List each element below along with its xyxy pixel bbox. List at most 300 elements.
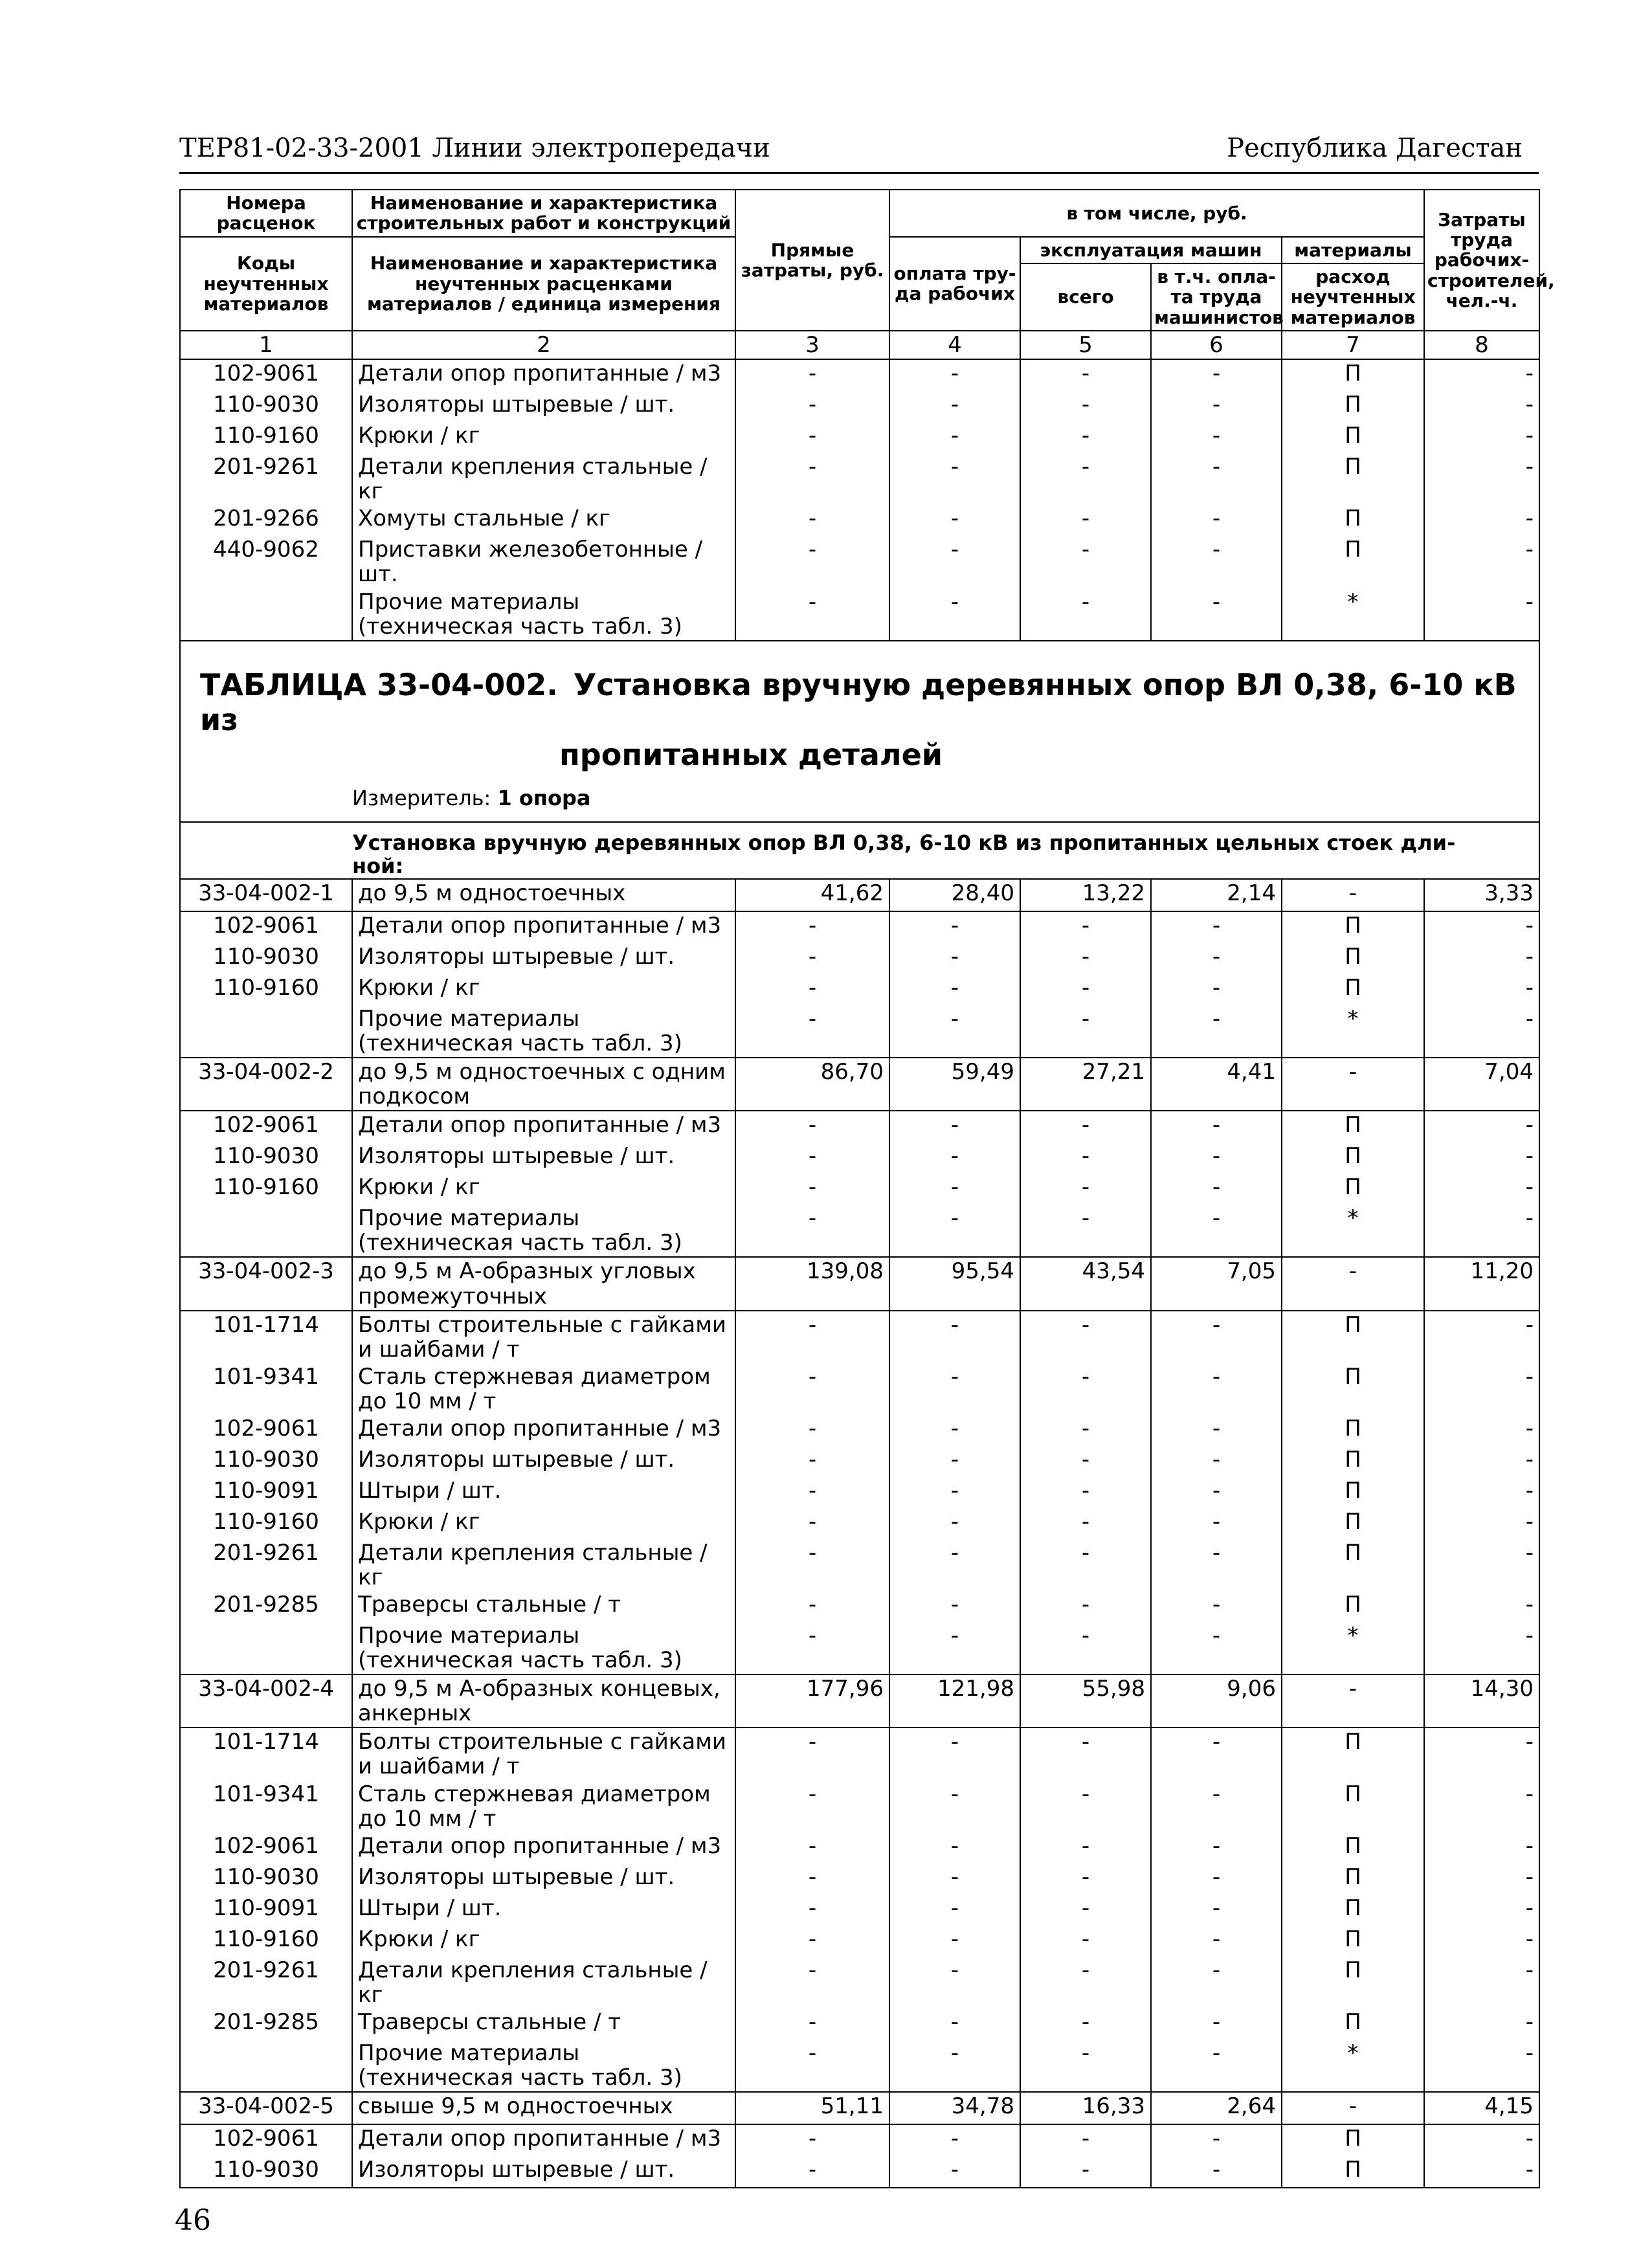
description-cell: Изоляторы штыревые / шт.	[352, 1446, 735, 1477]
operator-cost-cell: -	[1151, 1926, 1282, 1957]
machine-cost-cell: 55,98	[1020, 1674, 1151, 1728]
machine-cost-cell: -	[1020, 1446, 1151, 1477]
material-cell: П	[1282, 911, 1424, 943]
operator-cost-cell: -	[1151, 505, 1282, 536]
labor-hours-cell: -	[1424, 422, 1539, 453]
machine-cost-cell: -	[1020, 1895, 1151, 1926]
machine-cost-cell: 43,54	[1020, 1257, 1151, 1310]
labor-hours-cell: -	[1424, 1205, 1539, 1257]
rate-code-cell: 110-9160	[180, 1173, 352, 1205]
labor-hours-cell: -	[1424, 1863, 1539, 1895]
measure-value: 1 опора	[497, 785, 591, 810]
col-number: 3	[735, 331, 889, 359]
rate-code-cell: 101-9341	[180, 1781, 352, 1832]
description-cell: до 9,5 м одностоечных	[352, 879, 735, 911]
direct-cost-cell: -	[735, 1363, 889, 1415]
rate-row	[180, 2092, 1539, 2124]
labor-hours-cell: -	[1424, 2156, 1539, 2188]
labor-hours-cell: -	[1424, 1728, 1539, 1780]
operator-cost-cell: -	[1151, 536, 1282, 588]
material-cell: П	[1282, 1415, 1424, 1446]
machine-cost-cell: -	[1020, 1863, 1151, 1895]
machine-cost-cell: -	[1020, 1622, 1151, 1674]
col2-bottom-header: Наименование и характеристика неучтенных расценками материалов / единица измерения	[352, 237, 735, 331]
machine-cost-cell: -	[1020, 1311, 1151, 1363]
rate-code-cell: 201-9285	[180, 2008, 352, 2040]
labor-cost-cell: -	[889, 1311, 1020, 1363]
operator-cost-cell: -	[1151, 943, 1282, 974]
description-cell: Крюки / кг	[352, 974, 735, 1005]
description-cell: Крюки / кг	[352, 1926, 735, 1957]
operator-cost-cell: 7,05	[1151, 1257, 1282, 1310]
direct-cost-cell: 177,96	[735, 1674, 889, 1728]
rate-code-cell: 101-1714	[180, 1728, 352, 1780]
material-row	[180, 422, 1539, 453]
material-cell: П	[1282, 1926, 1424, 1957]
rate-code-cell	[180, 1622, 352, 1674]
direct-cost-cell: -	[735, 2124, 889, 2156]
machine-cost-cell: 27,21	[1020, 1058, 1151, 1111]
labor-hours-cell: -	[1424, 1539, 1539, 1591]
operator-cost-cell: -	[1151, 1832, 1282, 1863]
labor-cost-cell: -	[889, 505, 1020, 536]
machine-cost-cell: -	[1020, 2156, 1151, 2188]
machine-cost-cell: -	[1020, 391, 1151, 422]
material-row	[180, 2040, 1539, 2092]
operator-cost-cell: -	[1151, 1005, 1282, 1058]
operator-cost-cell: -	[1151, 2008, 1282, 2040]
header-rule	[179, 172, 1539, 174]
direct-cost-cell: -	[735, 1205, 889, 1257]
rate-code-cell: 110-9030	[180, 391, 352, 422]
rate-code-cell: 33-04-002-1	[180, 879, 352, 911]
direct-cost-cell: -	[735, 505, 889, 536]
labor-cost-cell: -	[889, 1005, 1020, 1058]
table-title-section	[180, 641, 1539, 879]
material-row	[180, 1005, 1539, 1058]
direct-cost-cell: -	[735, 1415, 889, 1446]
rate-code-cell: 102-9061	[180, 1832, 352, 1863]
machine-cost-cell: -	[1020, 359, 1151, 391]
description-cell: Крюки / кг	[352, 1173, 735, 1205]
direct-cost-cell: -	[735, 422, 889, 453]
labor-cost-cell: 59,49	[889, 1058, 1020, 1111]
labor-cost-cell: -	[889, 2040, 1020, 2092]
machine-cost-cell: -	[1020, 1363, 1151, 1415]
col5-header: всего	[1020, 263, 1151, 331]
rate-code-cell: 102-9061	[180, 1111, 352, 1142]
rate-code-cell: 33-04-002-3	[180, 1257, 352, 1310]
material-cell: П	[1282, 1539, 1424, 1591]
description-cell: до 9,5 м А-образных концевых, анкерных	[352, 1674, 735, 1728]
rate-code-cell: 110-9030	[180, 1863, 352, 1895]
material-row	[180, 2156, 1539, 2188]
col-number: 6	[1151, 331, 1282, 359]
col-number: 4	[889, 331, 1020, 359]
machine-cost-cell: -	[1020, 588, 1151, 641]
material-cell: -	[1282, 1674, 1424, 1728]
material-row	[180, 359, 1539, 391]
rate-code-cell: 110-9160	[180, 974, 352, 1005]
labor-hours-cell: -	[1424, 974, 1539, 1005]
operator-cost-cell: -	[1151, 1173, 1282, 1205]
direct-cost-cell: 86,70	[735, 1058, 889, 1111]
description-cell: Приставки железобетонные /шт.	[352, 536, 735, 588]
material-cell: П	[1282, 1832, 1424, 1863]
labor-cost-cell: -	[889, 1415, 1020, 1446]
material-row	[180, 1311, 1539, 1363]
material-row	[180, 1832, 1539, 1863]
description-cell: Болты строительные с гайками и шайбами / т	[352, 1311, 735, 1363]
labor-cost-cell: -	[889, 453, 1020, 505]
operator-cost-cell: 9,06	[1151, 1674, 1282, 1728]
operator-cost-cell: -	[1151, 1205, 1282, 1257]
machine-cost-cell: -	[1020, 1508, 1151, 1539]
labor-hours-cell: -	[1424, 2040, 1539, 2092]
material-cell: П	[1282, 1781, 1424, 1832]
machine-cost-cell: -	[1020, 1477, 1151, 1508]
material-row	[180, 1173, 1539, 1205]
labor-cost-cell: 121,98	[889, 1674, 1020, 1728]
labor-cost-cell: -	[889, 359, 1020, 391]
direct-cost-cell: -	[735, 1591, 889, 1622]
labor-cost-cell: 34,78	[889, 2092, 1020, 2124]
operator-cost-cell: -	[1151, 1895, 1282, 1926]
labor-cost-cell: -	[889, 1205, 1020, 1257]
material-row	[180, 1446, 1539, 1477]
material-row	[180, 1111, 1539, 1142]
labor-cost-cell: -	[889, 1363, 1020, 1415]
material-cell: П	[1282, 1508, 1424, 1539]
labor-hours-cell: -	[1424, 391, 1539, 422]
labor-cost-cell: -	[889, 422, 1020, 453]
labor-cost-cell: -	[889, 2124, 1020, 2156]
table-title-line1: Установка вручную деревянных опор ВЛ 0,38, 6-10 кВ из	[200, 667, 1517, 737]
machine-cost-cell: -	[1020, 1142, 1151, 1173]
operator-cost-cell: -	[1151, 911, 1282, 943]
material-cell: П	[1282, 2124, 1424, 2156]
col1-top-header: Номера расценок	[180, 190, 352, 237]
labor-cost-cell: -	[889, 1591, 1020, 1622]
material-cell: П	[1282, 1477, 1424, 1508]
page-number: 46	[175, 2204, 211, 2237]
col-number: 7	[1282, 331, 1424, 359]
labor-hours-cell: 7,04	[1424, 1058, 1539, 1111]
col1-bottom-header: Коды неучтенных материалов	[180, 237, 352, 331]
operator-cost-cell: -	[1151, 2124, 1282, 2156]
labor-hours-cell: -	[1424, 2124, 1539, 2156]
operator-cost-cell: -	[1151, 974, 1282, 1005]
rate-code-cell: 33-04-002-4	[180, 1674, 352, 1728]
labor-cost-cell: -	[889, 1895, 1020, 1926]
including-header: в том числе, руб.	[889, 190, 1424, 237]
labor-hours-cell: -	[1424, 1477, 1539, 1508]
labor-hours-cell: 3,33	[1424, 879, 1539, 911]
labor-hours-cell: -	[1424, 1005, 1539, 1058]
machine-cost-cell: -	[1020, 1415, 1151, 1446]
operator-cost-cell: -	[1151, 1622, 1282, 1674]
rates-table	[179, 189, 1555, 2188]
direct-cost-cell: -	[735, 2156, 889, 2188]
col-number: 5	[1020, 331, 1151, 359]
labor-cost-cell: -	[889, 1728, 1020, 1780]
direct-cost-cell: 41,62	[735, 879, 889, 911]
machine-cost-cell: -	[1020, 1926, 1151, 1957]
material-row	[180, 1728, 1539, 1780]
machine-cost-cell: -	[1020, 911, 1151, 943]
description-cell: Детали крепления стальные / кг	[352, 1539, 735, 1591]
material-cell: *	[1282, 1622, 1424, 1674]
description-cell: Прочие материалы (техническая часть табл. 3)	[352, 1005, 735, 1058]
material-row	[180, 588, 1539, 641]
description-cell: Детали опор пропитанные / м3	[352, 1111, 735, 1142]
col8-unit-header: чел.-ч.	[1446, 290, 1518, 312]
direct-cost-cell: -	[735, 536, 889, 588]
labor-cost-cell: -	[889, 1781, 1020, 1832]
description-cell: Детали опор пропитанные / м3	[352, 911, 735, 943]
material-cell: П	[1282, 1311, 1424, 1363]
labor-hours-cell: -	[1424, 453, 1539, 505]
labor-hours-cell: 14,30	[1424, 1674, 1539, 1728]
material-cell: П	[1282, 422, 1424, 453]
col-number: 1	[180, 331, 352, 359]
material-row	[180, 1895, 1539, 1926]
labor-cost-cell: -	[889, 911, 1020, 943]
labor-hours-cell: -	[1424, 1957, 1539, 2008]
rate-code-cell: 201-9261	[180, 1957, 352, 2008]
material-cell: П	[1282, 1173, 1424, 1205]
rate-code-cell: 110-9030	[180, 1446, 352, 1477]
labor-hours-cell: -	[1424, 1832, 1539, 1863]
material-row	[180, 536, 1539, 588]
rate-code-cell: 440-9062	[180, 536, 352, 588]
direct-cost-cell: -	[735, 1539, 889, 1591]
direct-cost-cell: -	[735, 1863, 889, 1895]
direct-cost-cell: -	[735, 2040, 889, 2092]
material-row	[180, 2008, 1539, 2040]
labor-cost-cell: 95,54	[889, 1257, 1020, 1310]
col7-header: расход неучтенных материалов	[1282, 263, 1424, 331]
operator-cost-cell: -	[1151, 1142, 1282, 1173]
material-row	[180, 943, 1539, 974]
material-cell: П	[1282, 1142, 1424, 1173]
operator-cost-cell: -	[1151, 1446, 1282, 1477]
rate-groups	[180, 879, 1539, 2188]
material-row	[180, 1205, 1539, 1257]
material-cell: П	[1282, 1957, 1424, 2008]
rate-row	[180, 1674, 1539, 1728]
machine-cost-cell: -	[1020, 536, 1151, 588]
labor-cost-cell: -	[889, 588, 1020, 641]
direct-cost-cell: -	[735, 1622, 889, 1674]
labor-hours-cell: -	[1424, 1415, 1539, 1446]
machine-cost-cell: -	[1020, 422, 1151, 453]
direct-cost-cell: -	[735, 911, 889, 943]
carryover-materials	[180, 359, 1539, 640]
direct-cost-cell: -	[735, 1111, 889, 1142]
description-cell: Детали опор пропитанные / м3	[352, 359, 735, 391]
material-row	[180, 2124, 1539, 2156]
labor-hours-cell: -	[1424, 1926, 1539, 1957]
operator-cost-cell: -	[1151, 1508, 1282, 1539]
materials-header: материалы	[1282, 237, 1424, 263]
operator-cost-cell: -	[1151, 1957, 1282, 2008]
col8-header	[1424, 190, 1555, 331]
description-cell: Детали крепления стальные / кг	[352, 1957, 735, 2008]
material-cell: П	[1282, 1895, 1424, 1926]
machine-cost-cell: 13,22	[1020, 879, 1151, 911]
labor-hours-cell: -	[1424, 536, 1539, 588]
material-cell: -	[1282, 879, 1424, 911]
direct-cost-cell: -	[735, 588, 889, 641]
table-title-label: ТАБЛИЦА 33-04-002.	[200, 667, 558, 702]
material-cell: П	[1282, 974, 1424, 1005]
rate-code-cell: 101-1714	[180, 1311, 352, 1363]
material-row	[180, 1622, 1539, 1674]
machine-cost-cell: -	[1020, 1781, 1151, 1832]
description-cell: Прочие материалы (техническая часть табл. 3)	[352, 1205, 735, 1257]
labor-hours-cell: -	[1424, 588, 1539, 641]
material-cell: П	[1282, 391, 1424, 422]
operator-cost-cell: -	[1151, 1311, 1282, 1363]
col-number: 2	[352, 331, 735, 359]
description-cell: Сталь стержневая диаметром до 10 мм / т	[352, 1363, 735, 1415]
material-cell: П	[1282, 1363, 1424, 1415]
material-cell: -	[1282, 1257, 1424, 1310]
labor-cost-cell: -	[889, 1508, 1020, 1539]
section-subheading: Установка вручную деревянных опор ВЛ 0,38, 6-10 кВ из пропитанных цельных стоек дли-ной:	[352, 830, 1456, 879]
operator-cost-cell: -	[1151, 1728, 1282, 1780]
rate-code-cell: 33-04-002-2	[180, 1058, 352, 1111]
material-row	[180, 1539, 1539, 1591]
operator-cost-cell: -	[1151, 1415, 1282, 1446]
labor-cost-cell: -	[889, 1832, 1020, 1863]
labor-hours-cell: -	[1424, 1781, 1539, 1832]
labor-hours-cell: -	[1424, 1446, 1539, 1477]
description-cell: до 9,5 м одностоечных с одним подкосом	[352, 1058, 735, 1111]
col4-header: оплата тру-да рабочих	[889, 237, 1020, 331]
machine-cost-cell: -	[1020, 1728, 1151, 1780]
direct-cost-cell: -	[735, 1311, 889, 1363]
machine-cost-cell: -	[1020, 974, 1151, 1005]
operator-cost-cell: -	[1151, 2040, 1282, 2092]
description-cell: Детали крепления стальные / кг	[352, 453, 735, 505]
labor-hours-cell: -	[1424, 911, 1539, 943]
labor-cost-cell: -	[889, 1957, 1020, 2008]
col3-header: Прямые затраты, руб.	[735, 190, 889, 331]
labor-cost-cell: -	[889, 1446, 1020, 1477]
rate-code-cell: 201-9261	[180, 453, 352, 505]
description-cell: свыше 9,5 м одностоечных	[352, 2092, 735, 2124]
material-row	[180, 1957, 1539, 2008]
material-row	[180, 1781, 1539, 1832]
description-cell: Траверсы стальные / т	[352, 2008, 735, 2040]
description-cell: Прочие материалы (техническая часть табл. 3)	[352, 588, 735, 641]
labor-hours-cell: -	[1424, 943, 1539, 974]
col2-top-header: Наименование и характеристика строительных работ и конструкций	[352, 190, 735, 237]
direct-cost-cell: -	[735, 974, 889, 1005]
labor-cost-cell: -	[889, 1926, 1020, 1957]
labor-hours-cell: -	[1424, 1173, 1539, 1205]
labor-hours-cell: -	[1424, 1311, 1539, 1363]
rate-code-cell: 110-9160	[180, 422, 352, 453]
description-cell: Крюки / кг	[352, 422, 735, 453]
machine-cost-cell: -	[1020, 505, 1151, 536]
labor-hours-cell: -	[1424, 1111, 1539, 1142]
description-cell: до 9,5 м А-образных угловых промежуточных	[352, 1257, 735, 1310]
operator-cost-cell: -	[1151, 1591, 1282, 1622]
operator-cost-cell: -	[1151, 391, 1282, 422]
operator-cost-cell: 2,14	[1151, 879, 1282, 911]
machine-cost-cell: -	[1020, 1591, 1151, 1622]
machine-cost-cell: -	[1020, 1111, 1151, 1142]
material-cell: П	[1282, 1446, 1424, 1477]
labor-hours-cell: -	[1424, 359, 1539, 391]
labor-hours-cell: -	[1424, 1895, 1539, 1926]
table-title	[181, 641, 1539, 775]
operator-cost-cell: -	[1151, 1111, 1282, 1142]
measure-label: Измеритель:	[352, 785, 491, 810]
direct-cost-cell: -	[735, 943, 889, 974]
direct-cost-cell: -	[735, 1926, 889, 1957]
description-cell: Детали опор пропитанные / м3	[352, 1832, 735, 1863]
direct-cost-cell: -	[735, 1957, 889, 2008]
labor-hours-cell: 11,20	[1424, 1257, 1539, 1310]
description-cell: Изоляторы штыревые / шт.	[352, 943, 735, 974]
material-cell: П	[1282, 536, 1424, 588]
material-cell: П	[1282, 1728, 1424, 1780]
document-header-region: Республика Дагестан	[1227, 133, 1523, 163]
machine-cost-cell: -	[1020, 2040, 1151, 2092]
table-header	[180, 190, 1555, 359]
machine-cost-cell: -	[1020, 2008, 1151, 2040]
labor-hours-cell: -	[1424, 2008, 1539, 2040]
rate-code-cell: 102-9061	[180, 359, 352, 391]
description-cell: Изоляторы штыревые / шт.	[352, 1863, 735, 1895]
rate-code-cell: 102-9061	[180, 911, 352, 943]
description-cell: Сталь стержневая диаметром до 10 мм / т	[352, 1781, 735, 1832]
labor-cost-cell: -	[889, 1142, 1020, 1173]
labor-cost-cell: -	[889, 391, 1020, 422]
labor-cost-cell: -	[889, 1539, 1020, 1591]
rate-code-cell: 110-9030	[180, 943, 352, 974]
material-cell: П	[1282, 505, 1424, 536]
rate-code-cell	[180, 2040, 352, 2092]
material-cell: П	[1282, 359, 1424, 391]
document-header-title: ТЕР81-02-33-2001 Линии электропередачи	[179, 133, 770, 163]
direct-cost-cell: -	[735, 1781, 889, 1832]
labor-cost-cell: -	[889, 2156, 1020, 2188]
material-row	[180, 1508, 1539, 1539]
labor-cost-cell: -	[889, 1173, 1020, 1205]
rate-code-cell: 110-9160	[180, 1508, 352, 1539]
machine-cost-cell: -	[1020, 1173, 1151, 1205]
operator-cost-cell: -	[1151, 1539, 1282, 1591]
rate-code-cell: 201-9261	[180, 1539, 352, 1591]
description-cell: Хомуты стальные / кг	[352, 505, 735, 536]
direct-cost-cell: -	[735, 2008, 889, 2040]
rate-row	[180, 1058, 1539, 1111]
material-cell: *	[1282, 588, 1424, 641]
description-cell: Изоляторы штыревые / шт.	[352, 391, 735, 422]
operator-cost-cell: -	[1151, 1863, 1282, 1895]
direct-cost-cell: 51,11	[735, 2092, 889, 2124]
labor-hours-cell: 4,15	[1424, 2092, 1539, 2124]
machines-header: эксплуатация машин	[1020, 237, 1282, 263]
rate-code-cell	[180, 1005, 352, 1058]
labor-hours-cell: -	[1424, 1622, 1539, 1674]
rate-code-cell: 201-9266	[180, 505, 352, 536]
